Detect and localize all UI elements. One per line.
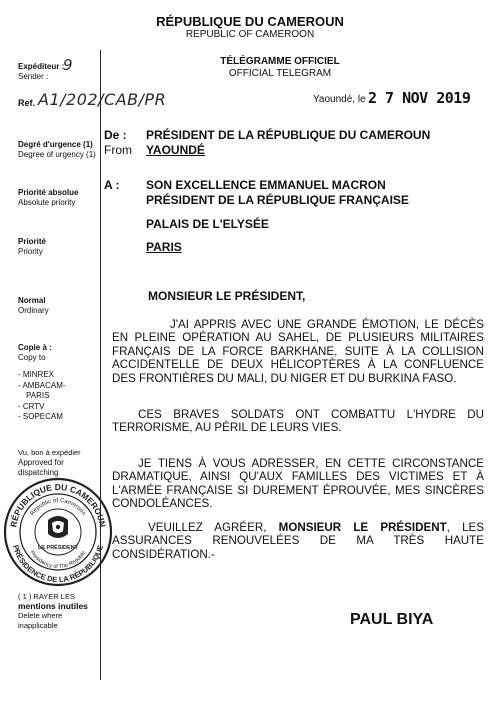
normal-label [18, 296, 98, 316]
seal-lower-text: Presidency of The Republic [28, 549, 88, 571]
footnote-line-1: ( 1 ) RAYER LES [18, 592, 75, 601]
svg-text:Republic of Cameroon [30, 498, 87, 517]
to-label: A : [104, 178, 120, 192]
header-republic-en: REPUBLIC OF CAMEROON [185, 29, 315, 40]
sender-label [18, 62, 98, 82]
ref-label: Ref. [18, 98, 36, 108]
to-line-2: PRÉSIDENT DE LA RÉPUBLIQUE FRANÇAISE [146, 193, 409, 207]
urgency-label-fr: Degré d'urgence (1) [18, 140, 93, 149]
priority-label [18, 237, 98, 257]
ref-handwritten: A1/202/CAB/PR [38, 90, 167, 109]
to-line-1: SON EXCELLENCE EMMANUEL MACRON [146, 178, 386, 192]
copy-item: - AMBACAM- [18, 380, 66, 390]
copy-label [18, 343, 98, 363]
copy-item: - MINREX [18, 370, 54, 379]
normal-fr: Normal [18, 296, 46, 305]
urgency-label [18, 140, 104, 160]
paragraph-4-end: , LES ASSURANCES RENOUVELÉES DE MA TRÈS HAUTE CONSIDÉRATION.- [112, 521, 484, 561]
header-republic-fr: RÉPUBLIQUE DU CAMEROUN [156, 14, 344, 29]
dispatch-en-2: dispatching [18, 468, 59, 477]
telegram-title-en: OFFICIAL TELEGRAM [228, 68, 332, 79]
paragraph-1: J'AI APPRIS AVEC UNE GRANDE ÉMOTION, LE DÉCÈS EN PLEINE OPÉRATION AU SAHEL, DE PLUSIEURS MILITAIRES FRANÇAIS DE LA FORCE BARKHANE, SUITE À LA COLLISION ACCIDENTELLE DE DEUX HÉLICOPTÈRES À LA CONFLUENCE DES FRONTIÈRES DU MALI, DU NIGER ET DU BURKINA FASO. [112, 318, 484, 385]
footnote-line-3: Delete where [18, 611, 63, 620]
from-line-1: PRÉSIDENT DE LA RÉPUBLIQUE DU CAMEROUN [146, 128, 431, 142]
to-line-3: PALAIS DE L'ELYSÉE [146, 217, 269, 231]
urgency-label-en: Degree of urgency (1) [18, 150, 96, 159]
footnote-line-2: mentions inutiles [18, 600, 88, 611]
telegram-title-fr: TÉLÉGRAMME OFFICIEL [220, 56, 340, 67]
to-line-4: PARIS [146, 240, 182, 254]
sender-handwritten: 9 [63, 56, 73, 74]
copy-fr: Copie à : [18, 343, 52, 352]
from-label-fr: De : [104, 128, 127, 142]
normal-en: Ordinary [18, 306, 49, 315]
from-label-en: From [104, 143, 132, 157]
absolute-priority-en: Absolute priority [18, 198, 76, 207]
salutation: MONSIEUR LE PRÉSIDENT, [148, 289, 306, 303]
paragraph-3: JE TIENS À VOUS ADRESSER, EN CETTE CIRCONSTANCE DRAMATIQUE, AINSI QU'AUX FAMILLES DES VICTIMES ET À L'ARMÉE FRANÇAISE SI DUREMENT ÉPROUVÉE, MES SINCÈRES CONDOLÉANCES. [112, 457, 484, 511]
copy-list [18, 370, 98, 423]
dispatch-label [18, 448, 98, 478]
priority-fr: Priorité [18, 237, 47, 246]
sender-label-fr: Expéditeur : [18, 62, 65, 71]
date-prefix: Yaoundé, le [313, 94, 366, 105]
date-stamp: 2 7 NOV 2019 [368, 89, 471, 107]
paragraph-4-start: VEUILLEZ AGRÉER, [148, 521, 279, 534]
seal-top-text: RÉPUBLIQUE DU CAMEROUN [8, 481, 108, 528]
seal-center-text: LE PRÉSIDENT [37, 545, 79, 551]
absolute-priority-fr: Priorité absolue [18, 188, 79, 197]
copy-item: PARIS [26, 391, 50, 400]
paragraph-4 [112, 521, 484, 561]
sender-label-en: Sender : [18, 72, 49, 81]
seal-bottom-text: PRÉSIDENCE DE LA RÉPUBLIQUE [11, 543, 105, 585]
copy-item: - CRTV [18, 401, 45, 411]
from-line-2: YAOUNDÉ [146, 143, 205, 157]
dispatch-fr: Vu, bon à expédier [18, 448, 81, 457]
absolute-priority-label [18, 188, 98, 208]
footnote-line-4: inapplicable [18, 620, 58, 630]
copy-item: - SOPECAM [18, 412, 63, 421]
paragraph-2: CES BRAVES SOLDATS ONT COMBATTU L'HYDRE DU TERRORISME, AU PÉRIL DE LEURS VIES. [112, 408, 484, 435]
footnote [18, 592, 108, 630]
dispatch-en-1: Approved for [18, 458, 64, 467]
svg-text:Presidency of The Republic [28, 550, 87, 571]
seal-inner-text: Republic of Cameroon [29, 497, 87, 517]
copy-en: Copy to [18, 353, 46, 362]
priority-en: Priority [18, 247, 43, 256]
presidential-seal [2, 476, 114, 588]
paragraph-4-bold: MONSIEUR LE PRÉSIDENT [278, 521, 447, 534]
signature: PAUL BIYA [350, 611, 434, 628]
